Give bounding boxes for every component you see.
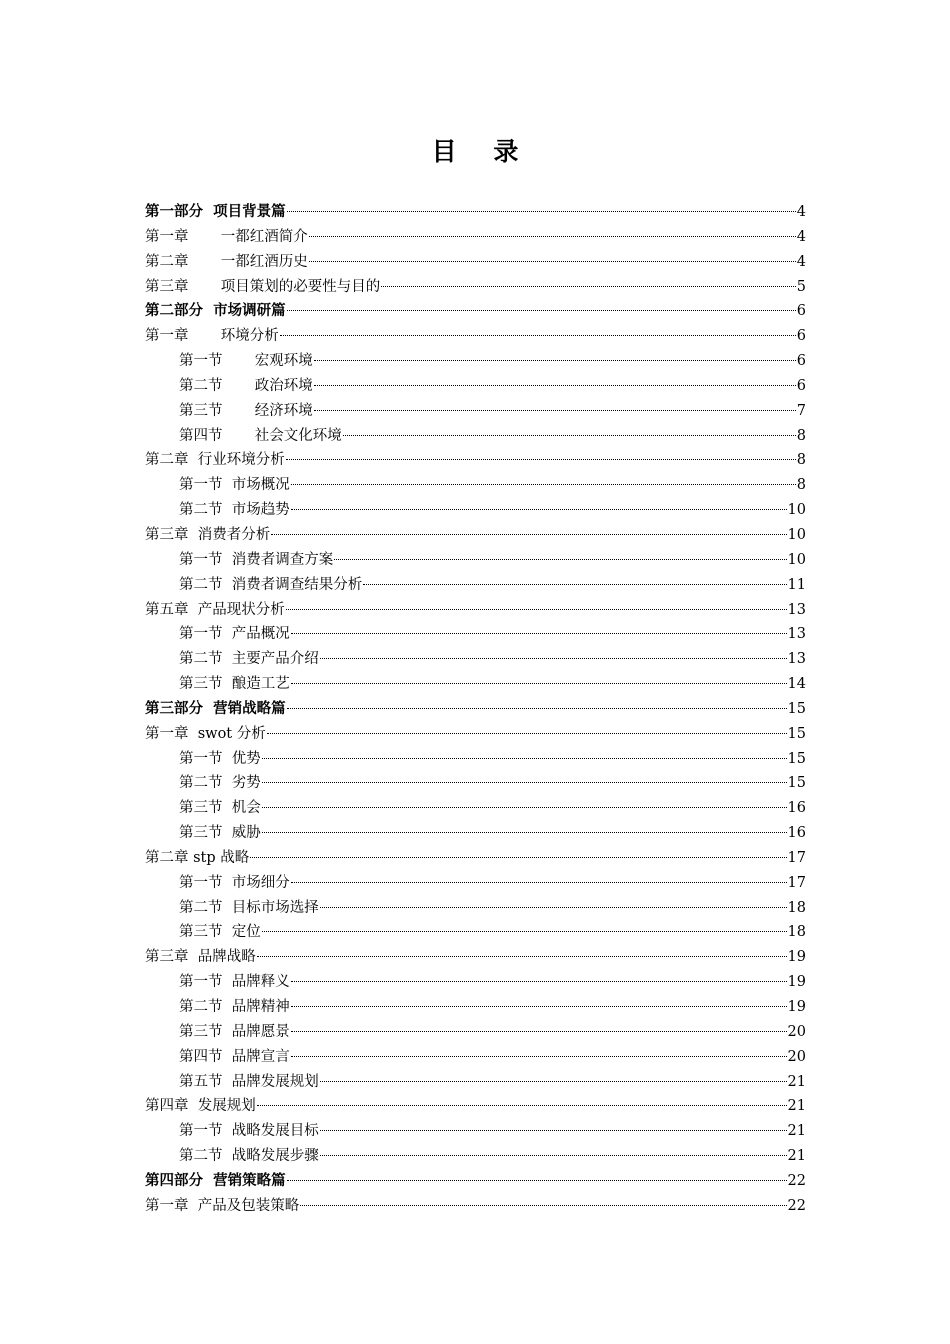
toc-page-number: 13: [787, 601, 806, 618]
toc-dot-leader: [343, 435, 796, 436]
toc-section-entry[interactable]: [145, 896, 806, 921]
toc-page-number: 21: [787, 1073, 806, 1090]
toc-page-number: 8: [796, 477, 806, 494]
toc-chapter-entry[interactable]: [145, 598, 806, 623]
toc-entry-label: 第二章 行业环境分析: [145, 452, 285, 469]
toc-chapter-entry[interactable]: [145, 722, 806, 747]
toc-section-entry[interactable]: [145, 424, 806, 449]
toc-entry-label: 第三节 定位: [179, 924, 261, 941]
toc-page-number: 6: [796, 377, 806, 394]
toc-dot-leader: [291, 1031, 787, 1032]
toc-section-entry[interactable]: [145, 1070, 806, 1095]
toc-entry-label: 第四部分 营销策略篇: [145, 1171, 286, 1189]
toc-entry-label: 第二节 政治环境: [179, 377, 313, 394]
toc-title: 目 录: [431, 137, 533, 166]
toc-section-entry[interactable]: [145, 548, 806, 573]
toc-dot-leader: [314, 410, 796, 411]
toc-page-number: 20: [787, 1048, 806, 1065]
toc-page-number: 15: [787, 725, 806, 742]
toc-dot-leader: [320, 1130, 787, 1131]
toc-chapter-entry[interactable]: [145, 523, 806, 548]
toc-section-entry[interactable]: [145, 1045, 806, 1070]
toc-dot-leader: [262, 807, 787, 808]
toc-dot-leader: [309, 261, 796, 262]
toc-page-number: 15: [787, 700, 806, 717]
toc-chapter-entry[interactable]: [145, 250, 806, 275]
toc-page-number: 18: [787, 899, 806, 916]
toc-section-entry[interactable]: [145, 349, 806, 374]
toc-dot-leader: [291, 1056, 787, 1057]
toc-page-number: 18: [787, 924, 806, 941]
toc-section-entry[interactable]: [145, 374, 806, 399]
toc-part-entry[interactable]: [145, 200, 806, 225]
toc-page-number: 15: [787, 750, 806, 767]
toc-page-number: 15: [787, 775, 806, 792]
toc-entry-label: 第二节 目标市场选择: [179, 899, 319, 916]
toc-dot-leader: [320, 907, 787, 908]
toc-dot-leader: [363, 584, 786, 585]
toc-dot-leader: [320, 1155, 787, 1156]
toc-dot-leader: [291, 981, 787, 982]
toc-dot-leader: [291, 1006, 787, 1007]
toc-dot-leader: [291, 633, 787, 634]
toc-entry-label: 第四节 品牌宣言: [179, 1048, 290, 1065]
toc-section-entry[interactable]: [145, 796, 806, 821]
toc-dot-leader: [250, 857, 786, 858]
toc-dot-leader: [381, 286, 796, 287]
toc-page-number: 4: [796, 204, 806, 220]
toc-page-number: 8: [796, 427, 806, 444]
toc-entry-label: 第一章 环境分析: [145, 328, 279, 345]
toc-section-entry[interactable]: [145, 1119, 806, 1144]
toc-dot-leader: [257, 956, 787, 957]
toc-dot-leader: [271, 534, 786, 535]
toc-entry-label: 第一章 一都红酒简介: [145, 228, 308, 245]
toc-dot-leader: [286, 459, 796, 460]
toc-chapter-entry[interactable]: [145, 225, 806, 250]
toc-section-entry[interactable]: [145, 1020, 806, 1045]
toc-dot-leader: [300, 1205, 786, 1206]
toc-dot-leader: [267, 733, 787, 734]
toc-dot-leader: [262, 832, 787, 833]
toc-page-number: 4: [796, 253, 806, 270]
toc-dot-leader: [287, 211, 796, 212]
toc-section-entry[interactable]: [145, 871, 806, 896]
toc-dot-leader: [262, 758, 787, 759]
toc-chapter-entry[interactable]: [145, 945, 806, 970]
toc-page-number: 16: [787, 800, 806, 817]
toc-entry-label: 第五章 产品现状分析: [145, 601, 285, 618]
toc-entry-label: 第一部分 项目背景篇: [145, 203, 286, 220]
toc-section-entry[interactable]: [145, 622, 806, 647]
toc-entry-label: 第二节 战略发展步骤: [179, 1148, 319, 1165]
toc-section-entry[interactable]: [145, 920, 806, 945]
toc-section-entry[interactable]: [145, 672, 806, 697]
toc-section-entry[interactable]: [145, 498, 806, 523]
toc-chapter-entry[interactable]: [145, 1094, 806, 1119]
toc-page-number: 6: [796, 303, 806, 320]
toc-entry-label: 第二节 市场趋势: [179, 502, 290, 519]
toc-page-number: 20: [787, 1023, 806, 1040]
toc-chapter-entry[interactable]: [145, 324, 806, 349]
toc-section-entry[interactable]: [145, 747, 806, 772]
toc-dot-leader: [291, 882, 787, 883]
toc-page-number: 16: [787, 825, 806, 842]
table-of-contents: [145, 200, 806, 1219]
toc-entry-label: 第四章 发展规划: [145, 1098, 256, 1115]
toc-page-number: 22: [787, 1197, 806, 1214]
toc-entry-label: 第三节 威胁: [179, 825, 261, 842]
toc-section-entry[interactable]: [145, 573, 806, 598]
toc-entry-label: 第三节 机会: [179, 800, 261, 817]
toc-dot-leader: [314, 385, 796, 386]
toc-section-entry[interactable]: [145, 970, 806, 995]
toc-page-number: 14: [787, 676, 806, 693]
toc-entry-label: 第一章 产品及包装策略: [145, 1197, 300, 1214]
toc-entry-label: 第三部分 营销战略篇: [145, 699, 286, 717]
toc-page-number: 10: [787, 526, 806, 543]
toc-section-entry[interactable]: [145, 821, 806, 846]
toc-entry-label: 第二章 一都红酒历史: [145, 253, 308, 270]
toc-dot-leader: [320, 658, 787, 659]
toc-page-number: 17: [787, 874, 806, 891]
toc-part-entry[interactable]: [145, 697, 806, 722]
toc-page-number: 4: [796, 228, 806, 245]
toc-part-entry[interactable]: [145, 1169, 806, 1194]
toc-page-number: 10: [787, 551, 806, 568]
toc-page-number: 22: [787, 1172, 806, 1189]
toc-page-number: 10: [787, 502, 806, 519]
toc-dot-leader: [280, 335, 796, 336]
toc-entry-label: 第三节 品牌愿景: [179, 1023, 290, 1040]
toc-entry-label: 第三章 品牌战略: [145, 949, 256, 966]
toc-section-entry[interactable]: [145, 771, 806, 796]
toc-dot-leader: [287, 1180, 787, 1181]
toc-chapter-entry[interactable]: [145, 846, 806, 871]
toc-section-entry[interactable]: [145, 995, 806, 1020]
toc-page-number: 17: [787, 849, 806, 866]
toc-dot-leader: [334, 559, 786, 560]
toc-page-number: 6: [796, 328, 806, 345]
toc-page-number: 7: [796, 402, 806, 419]
toc-entry-label: 第二节 品牌精神: [179, 999, 290, 1015]
toc-entry-label: 第一章 swot 分析: [145, 725, 266, 742]
toc-section-entry[interactable]: [145, 647, 806, 672]
toc-dot-leader: [291, 509, 787, 510]
toc-dot-leader: [262, 931, 787, 932]
toc-entry-label: 第二节 劣势: [179, 775, 261, 792]
toc-entry-label: 第一节 市场概况: [179, 477, 290, 494]
toc-dot-leader: [257, 1105, 787, 1106]
toc-chapter-entry[interactable]: [145, 448, 806, 473]
toc-dot-leader: [291, 484, 796, 485]
toc-page-number: 19: [787, 974, 806, 991]
toc-entry-label: 第三节 经济环境: [179, 402, 313, 419]
toc-page-number: 6: [796, 353, 806, 370]
toc-part-entry[interactable]: [145, 299, 806, 324]
toc-entry-label: 第四节 社会文化环境: [179, 427, 342, 444]
toc-entry-label: 第一节 品牌释义: [179, 974, 290, 991]
toc-page-number: 21: [787, 1123, 806, 1140]
toc-entry-label: 第三节 酿造工艺: [179, 676, 290, 693]
toc-entry-label: 第一节 宏观环境: [179, 353, 313, 370]
toc-dot-leader: [286, 609, 787, 610]
toc-entry-label: 第一节 战略发展目标: [179, 1123, 319, 1140]
toc-dot-leader: [262, 782, 787, 783]
toc-dot-leader: [320, 1081, 787, 1082]
toc-page-number: 13: [787, 626, 806, 643]
toc-page-number: 13: [787, 651, 806, 668]
toc-dot-leader: [291, 683, 787, 684]
toc-entry-label: 第五节 品牌发展规划: [179, 1073, 319, 1090]
toc-dot-leader: [287, 310, 796, 311]
toc-entry-label: 第二节 主要产品介绍: [179, 651, 319, 668]
toc-chapter-entry[interactable]: [145, 1194, 806, 1219]
toc-entry-label: 第一节 消费者调查方案: [179, 551, 334, 568]
toc-entry-label: 第二章 stp 战略: [145, 849, 250, 866]
toc-entry-label: 第二部分 市场调研篇: [145, 302, 286, 320]
toc-entry-label: 第二节 消费者调查结果分析: [179, 576, 363, 593]
toc-page-number: 19: [787, 949, 806, 966]
toc-entry-label: 第三章 消费者分析: [145, 526, 271, 543]
toc-dot-leader: [309, 236, 796, 237]
toc-entry-label: 第一节 产品概况: [179, 626, 290, 643]
toc-entry-label: 第一节 优势: [179, 750, 261, 767]
toc-page-number: 8: [796, 452, 806, 469]
toc-dot-leader: [287, 708, 787, 709]
toc-page-number: 11: [787, 576, 806, 593]
toc-section-entry[interactable]: [145, 399, 806, 424]
toc-dot-leader: [314, 360, 796, 361]
toc-page-number: 21: [787, 1098, 806, 1115]
toc-page-number: 21: [787, 1148, 806, 1165]
toc-chapter-entry[interactable]: [145, 275, 806, 300]
toc-page-number: 5: [796, 278, 806, 295]
toc-entry-label: 第三章 项目策划的必要性与目的: [145, 278, 381, 295]
toc-page-number: 19: [787, 999, 806, 1015]
toc-section-entry[interactable]: [145, 1144, 806, 1169]
toc-section-entry[interactable]: [145, 473, 806, 498]
toc-entry-label: 第一节 市场细分: [179, 874, 290, 891]
